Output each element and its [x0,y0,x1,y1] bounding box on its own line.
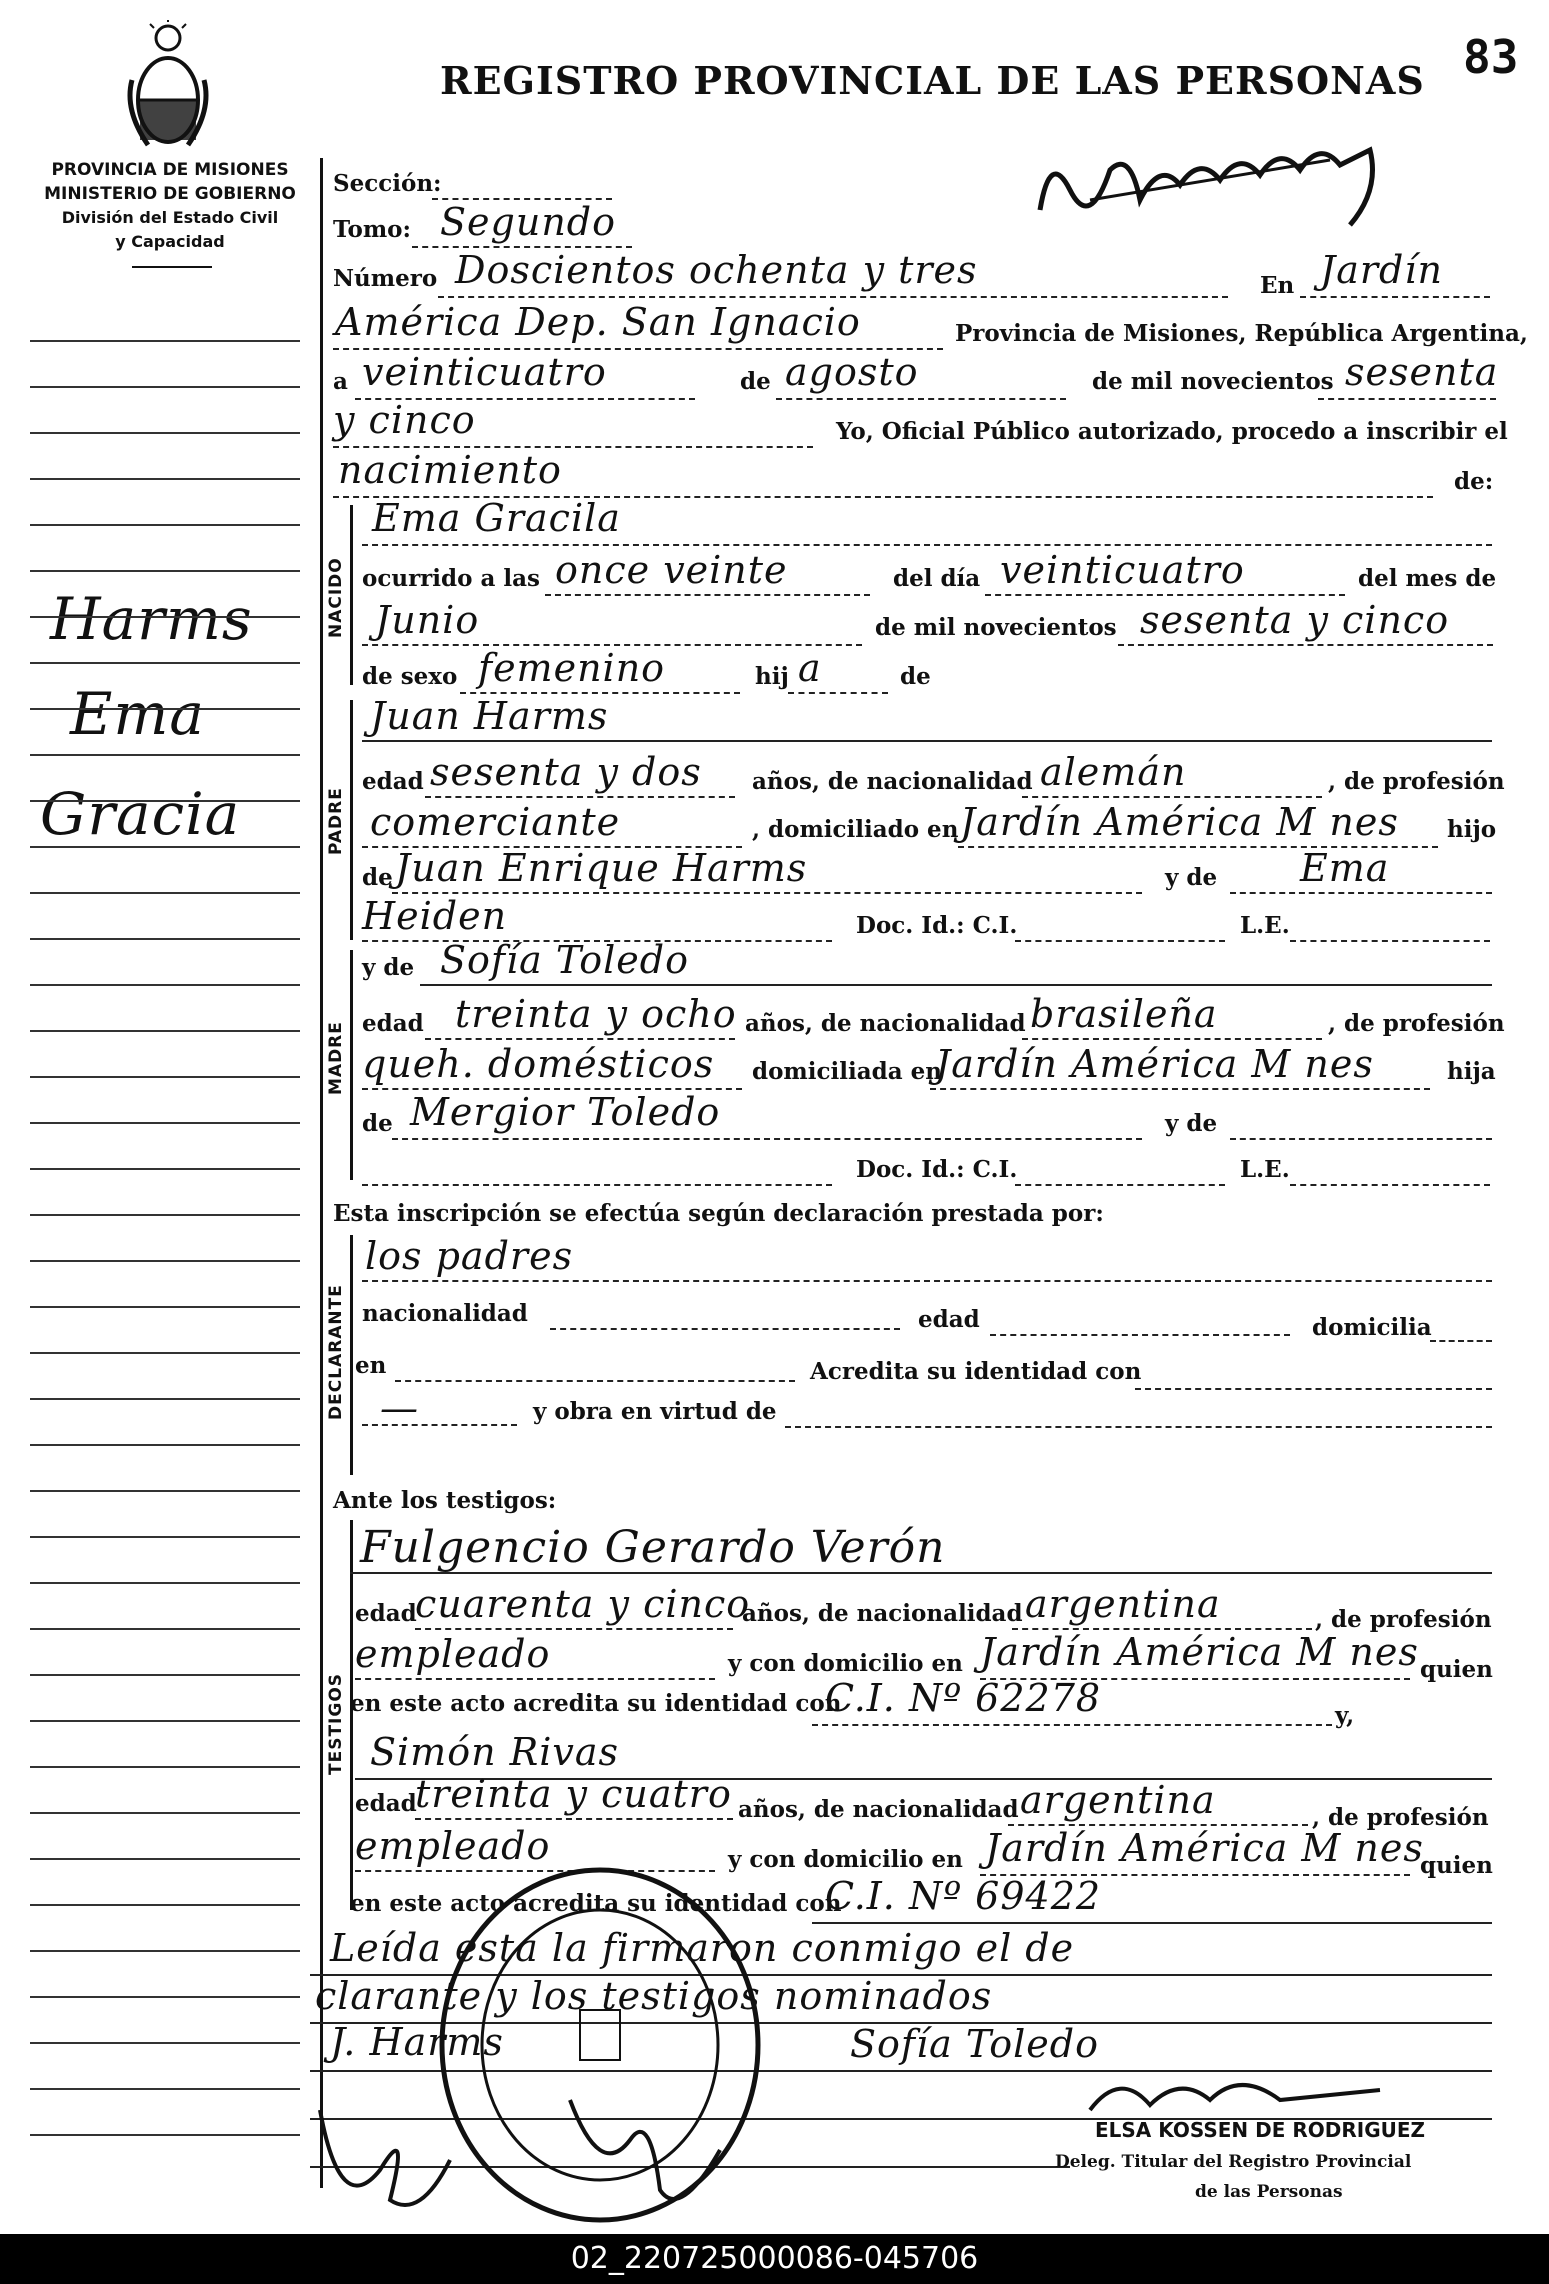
value-padre-edad: sesenta y dos [430,750,702,794]
label-madre-doc: Doc. Id.: C.I. [856,1156,1018,1183]
margin-ruled-line [30,2088,300,2090]
value-t2-doc: C.I. Nº 69422 [825,1874,1102,1918]
declarante-bracket [350,1235,353,1475]
margin-ruled-line [30,708,300,710]
label-yo: Yo, Oficial Público autorizado, procedo a inscribir el [836,418,1508,445]
value-t2-edad: treinta y cuatro [415,1772,732,1816]
margin-ruled-line [30,340,300,342]
value-acto: nacimiento [338,448,562,492]
label-t1-quien: quien [1420,1656,1493,1683]
official-role: Deleg. Titular del Registro Provincial [1055,2152,1412,2172]
value-padre: Juan Harms [370,694,609,738]
value-anio2: y cinco [333,398,476,442]
abuela2-m-line [362,1184,832,1186]
label-t1-edad: edad [355,1600,417,1627]
margin-ruled-line [30,1904,300,1906]
label-decl-edad: edad [918,1306,980,1333]
margin-ruled-line [30,1628,300,1630]
label-de-abuelo: de [362,864,393,891]
margin-ruled-line [30,1536,300,1538]
margin-ruled-line [30,1168,300,1170]
margin-second-name: Gracia [40,780,241,848]
margin-ruled-line [30,432,300,434]
label-decl-nac: nacionalidad [362,1300,528,1327]
label-t2-edad: edad [355,1790,417,1817]
label-t2-dom: y con domicilio en [728,1846,963,1873]
label-decl-en: en [355,1352,387,1379]
margin-ruled-line [30,1444,300,1446]
value-nombre: Ema Gracila [372,496,621,540]
margin-ruled-line [30,938,300,940]
value-numero: Doscientos ochenta y tres [455,248,978,292]
margin-ruled-line [30,1490,300,1492]
madre-dom-line [930,1088,1430,1090]
decl-nac-line [550,1328,900,1330]
value-testigo2: Simón Rivas [370,1730,620,1774]
value-obra: — [380,1386,419,1430]
margin-ruled-line [30,1122,300,1124]
value-madre-prof: queh. domésticos [362,1042,715,1086]
t1-doc-line [812,1724,1332,1726]
obra-line [785,1426,1492,1428]
value-abuelo-m: Mergior Toledo [410,1090,721,1134]
decl-en-line [395,1380,795,1382]
side-label-padre: PADRE [326,787,346,855]
official-role-2: de las Personas [1195,2182,1343,2202]
value-madre: Sofía Toledo [440,938,689,982]
margin-ruled-line [30,1076,300,1078]
page-number: 83 [1463,30,1519,84]
value-abuela: Ema [1300,846,1390,890]
value-dia: veinticuatro [362,350,607,394]
madre-bracket [350,950,353,1180]
label-madre-le: L.E. [1240,1156,1290,1183]
padre-bracket [350,700,353,940]
value-t1-edad: cuarenta y cinco [415,1582,751,1626]
label-madre-dom: domiciliada en [752,1058,942,1085]
value-abuela2: Heiden [362,894,508,938]
value-anio-nac: sesenta y cinco [1140,598,1450,642]
margin-ruled-line [30,754,300,756]
document-title: REGISTRO PROVINCIAL DE LAS PERSONAS [440,58,1425,103]
label-padre-prof: , de profesión [1328,768,1505,795]
padre-le-line [1290,940,1490,942]
value-en: Jardín [1320,248,1444,292]
label-numero: Número [333,265,438,292]
mes-line [776,398,1066,400]
label-de-abuelo-m: de [362,1110,393,1137]
label-t1-nac: años, de nacionalidad [742,1600,1023,1627]
margin-ruled-line [30,2134,300,2136]
margin-ruled-line [30,1306,300,1308]
value-lugar: América Dep. San Ignacio [335,300,861,344]
label-ocurrido: ocurrido a las [362,565,540,592]
margin-ruled-line [30,1260,300,1262]
label-de-sexo: de sexo [362,663,458,690]
side-label-nacido: NACIDO [326,557,346,638]
margin-ruled-line [30,846,300,848]
margin-ruled-line [30,1812,300,1814]
anio-line [1318,398,1496,400]
value-t2-dom: Jardín América M nes [985,1826,1424,1870]
label-tomo: Tomo: [333,216,411,243]
label-t2-quien: quien [1420,1852,1493,1879]
madre-ci-line [1015,1184,1225,1186]
margin-ruled-line [30,1674,300,1676]
label-t2-en-este: en este acto acredita su identidad con [350,1890,842,1917]
hij-line [788,692,888,694]
label-ante: Ante los testigos: [333,1487,557,1514]
margin-surname: Harms [50,585,253,653]
official-name: ELSA KOSSEN DE RODRIGUEZ [1095,2118,1426,2142]
nacido-bracket [350,505,353,685]
value-padre-prof: comerciante [370,800,621,844]
label-madre-nac: años, de nacionalidad [745,1010,1026,1037]
value-t2-prof: empleado [355,1824,551,1868]
signature-madre: Sofía Toledo [850,2022,1099,2066]
label-padre-dom: , domiciliado en [752,816,959,843]
label-de-mil: de mil novecientos [1092,368,1334,395]
margin-ruled-line [30,524,300,526]
decl-dom-line [1430,1340,1492,1342]
margin-ruled-line [30,1398,300,1400]
t1-edad-line [415,1628,733,1630]
margin-ruled-line [30,1030,300,1032]
margin-ruled-line [30,1214,300,1216]
value-closing-2: clarante y los testigos nominados [315,1974,993,2018]
value-mes-nac: Junio [375,598,480,642]
en-line [1300,296,1490,298]
label-madre-prof: , de profesión [1328,1010,1505,1037]
label-hija: hija [1447,1058,1496,1085]
value-t2-nac: argentina [1020,1778,1216,1822]
label-y-de-abuela: y de [1165,864,1218,891]
label-de-mes: de [740,368,771,395]
madre-line [420,984,1492,986]
hora-line [545,594,870,596]
value-hij-suffix: a [798,646,822,690]
value-padre-nac: alemán [1040,750,1187,794]
value-dia-nac: veinticuatro [1000,548,1245,592]
label-en: En [1260,272,1295,299]
label-y-de-abuela-m: y de [1165,1110,1218,1137]
margin-ruled-line [30,1996,300,1998]
margin-ruled-line [30,1766,300,1768]
numero-line [438,296,1228,298]
label-madre-edad: edad [362,1010,424,1037]
label-padre-doc: Doc. Id.: C.I. [856,912,1018,939]
margin-ruled-line [30,662,300,664]
margin-ruled-line [30,1720,300,1722]
label-hijo: hijo [1447,816,1497,843]
label-obra: y obra en virtud de [533,1398,777,1425]
padre-ci-line [1015,940,1225,942]
coat-of-arms-emblem [118,20,218,155]
dia-nac-line [985,594,1345,596]
form-left-border [320,158,323,2188]
anio-nac-line [1118,644,1493,646]
label-padre-nac: años, de nacionalidad [752,768,1033,795]
value-hora: once veinte [555,548,788,592]
value-tomo: Segundo [440,200,616,244]
label-hij: hij [755,663,789,690]
abuela-m-line [1230,1138,1492,1140]
label-t1-dom: y con domicilio en [728,1650,963,1677]
margin-ruled-line [30,478,300,480]
label-padre-le: L.E. [1240,912,1290,939]
abuela-line [1230,892,1492,894]
t2-edad-line [415,1818,733,1820]
side-label-declarante: DECLARANTE [326,1284,346,1420]
padre-nac-line [1022,796,1322,798]
label-t2-prof: , de profesión [1312,1804,1489,1831]
authority-line-1: PROVINCIA DE MISIONES [51,160,289,180]
label-padre-edad: edad [362,768,424,795]
t1-prof-line [355,1678,715,1680]
margin-ruled-line [30,570,300,572]
padre-edad-line [425,796,735,798]
label-de-colon: de: [1454,468,1494,495]
label-t1-prof: , de profesión [1315,1606,1492,1633]
margin-ruled-line [30,616,300,618]
value-madre-dom: Jardín América M nes [935,1042,1374,1086]
value-testigo1: Fulgencio Gerardo Verón [360,1522,946,1573]
label-del-dia: del día [893,565,981,592]
margin-ruled-line [30,1352,300,1354]
registrar-signature [1030,130,1400,230]
issuing-authority [30,158,310,254]
t2-doc-line [812,1922,1492,1924]
label-seccion: Sección: [333,170,442,197]
nombre-line [362,544,1492,546]
side-label-testigos: TESTIGOS [326,1672,346,1775]
witness-signatures [300,2080,750,2230]
side-label-madre: MADRE [326,1021,346,1095]
value-madre-nac: brasileña [1030,992,1218,1036]
value-closing-1: Leída esta la firmaron conmigo el de [330,1926,1075,1970]
margin-ruled-line [30,386,300,388]
label-inscripcion: Esta inscripción se efectúa según declaración prestada por: [333,1200,1104,1227]
decl-edad-line [990,1334,1290,1336]
margin-ruled-line [30,1582,300,1584]
value-madre-edad: treinta y ocho [455,992,737,1036]
authority-underline [132,266,212,268]
authority-line-4: y Capacidad [115,232,225,251]
value-declarante: los padres [365,1234,574,1278]
value-anio1: sesenta [1345,350,1499,394]
signature-padre: J. Harms [330,2020,504,2064]
margin-ruled-line [30,2042,300,2044]
margin-ruled-line [30,1858,300,1860]
label-t1-en-este: en este acto acredita su identidad con [350,1690,842,1717]
value-t1-prof: empleado [355,1632,551,1676]
value-padre-dom: Jardín América M nes [960,800,1399,844]
margin-ruled-line [30,984,300,986]
label-de-padres: de [900,663,931,690]
value-t1-nac: argentina [1025,1582,1221,1626]
label-decl-domicilia: domicilia [1312,1314,1432,1341]
margin-ruled-line [30,800,300,802]
label-de-mil-nov: de mil novecientos [875,614,1117,641]
label-a: a [333,368,348,395]
madre-edad-line [425,1038,735,1040]
value-sexo: femenino [478,646,666,690]
madre-le-line [1290,1184,1490,1186]
acredita-line [1135,1388,1492,1390]
madre-nac-line [1022,1038,1322,1040]
value-t1-doc: C.I. Nº 62278 [825,1676,1102,1720]
label-t1-y: y, [1335,1702,1355,1729]
scan-id-footer: 02_220725000086-045706 [0,2234,1549,2284]
abuelo-m-line [392,1138,1142,1140]
authority-line-3: División del Estado Civil [61,208,279,227]
margin-ruled-line [30,1950,300,1952]
margin-ruled-line [30,892,300,894]
value-abuelo: Juan Enrique Harms [395,846,808,890]
label-del-mes: del mes de [1358,565,1497,592]
label-y-de-madre: y de [362,954,415,981]
margin-first-name: Ema [70,680,205,748]
value-t1-dom: Jardín América M nes [980,1630,1419,1674]
value-mes: agosto [785,350,919,394]
declarante-line [362,1280,1492,1282]
label-t2-nac: años, de nacionalidad [738,1796,1019,1823]
label-provincia: Provincia de Misiones, República Argentina, [955,320,1528,347]
padre-line [362,740,1492,742]
label-acredita: Acredita su identidad con [810,1358,1142,1385]
authority-line-2: MINISTERIO DE GOBIERNO [44,184,296,204]
